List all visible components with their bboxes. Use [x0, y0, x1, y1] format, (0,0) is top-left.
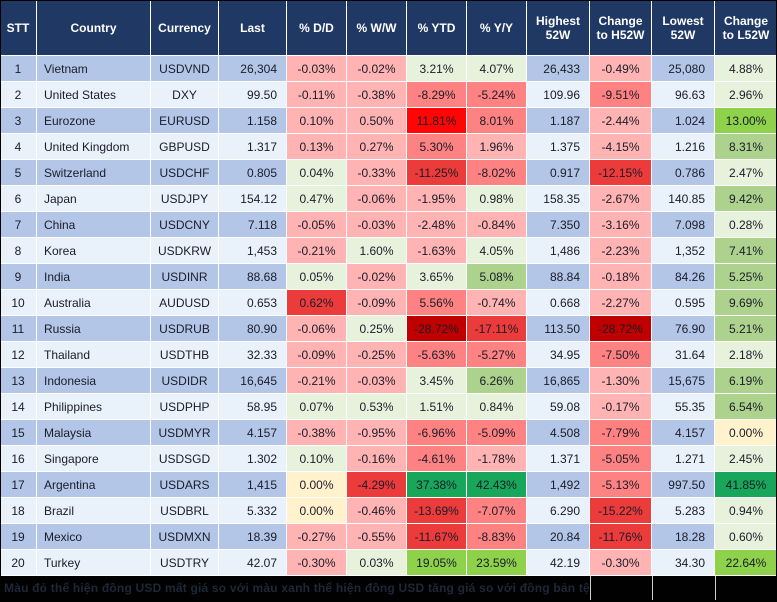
last-price: 1.158 [219, 108, 286, 133]
header-cell: Last [219, 0, 286, 55]
table-row [0, 82, 777, 107]
row-index: 15 [0, 420, 36, 445]
change-to-h52w: -9.51% [590, 82, 651, 107]
highest-52w: 6.290 [527, 498, 589, 523]
yy-change: 23.59% [467, 550, 526, 575]
yy-change: 4.07% [467, 56, 526, 81]
row-index: 5 [0, 160, 36, 185]
ytd-change: -1.95% [407, 186, 466, 211]
highest-52w: 88.84 [527, 264, 589, 289]
change-to-l52w: 2.18% [715, 342, 777, 367]
ytd-change: -6.96% [407, 420, 466, 445]
ww-change: -0.03% [347, 212, 406, 237]
ytd-change: -8.29% [407, 82, 466, 107]
row-index: 7 [0, 212, 36, 237]
lowest-52w: 96.63 [652, 82, 714, 107]
change-to-h52w: -2.23% [590, 238, 651, 263]
currency-pair: USDSGD [151, 446, 218, 471]
table-row [0, 420, 777, 445]
ww-change: -0.38% [347, 82, 406, 107]
highest-52w: 0.668 [527, 290, 589, 315]
ytd-change: -11.67% [407, 524, 466, 549]
header-cell: STT [0, 0, 36, 55]
row-index: 6 [0, 186, 36, 211]
ww-change: -0.06% [347, 186, 406, 211]
row-index: 10 [0, 290, 36, 315]
change-to-h52w: -0.30% [590, 550, 651, 575]
header-cell: % Y/Y [467, 0, 526, 55]
country-name: Switzerland [37, 160, 150, 185]
header-cell: Change to L52W [715, 0, 777, 55]
row-index: 14 [0, 394, 36, 419]
row-index: 17 [0, 472, 36, 497]
lowest-52w: 1.024 [652, 108, 714, 133]
table-row [0, 290, 777, 315]
country-name: Argentina [37, 472, 150, 497]
dd-change: 0.62% [287, 290, 346, 315]
yy-change: 1.96% [467, 134, 526, 159]
currency-pair: EURUSD [151, 108, 218, 133]
last-price: 32.33 [219, 342, 286, 367]
highest-52w: 16,865 [527, 368, 589, 393]
table-row [0, 134, 777, 159]
dd-change: 0.47% [287, 186, 346, 211]
country-name: Indonesia [37, 368, 150, 393]
yy-change: 42.43% [467, 472, 526, 497]
highest-52w: 1,486 [527, 238, 589, 263]
ww-change: 1.60% [347, 238, 406, 263]
lowest-52w: 5.283 [652, 498, 714, 523]
currency-pair: USDCNY [151, 212, 218, 237]
row-index: 9 [0, 264, 36, 289]
change-to-l52w: 0.00% [715, 420, 777, 445]
footer-grid-line [652, 576, 653, 600]
currency-pair: USDKRW [151, 238, 218, 263]
lowest-52w: 7.098 [652, 212, 714, 237]
currency-pair: USDTHB [151, 342, 218, 367]
row-index: 12 [0, 342, 36, 367]
currency-pair: USDTRY [151, 550, 218, 575]
currency-pair: USDMXN [151, 524, 218, 549]
yy-change: -0.84% [467, 212, 526, 237]
table-body [0, 56, 777, 575]
dd-change: 0.00% [287, 498, 346, 523]
ytd-change: 5.56% [407, 290, 466, 315]
yy-change: 6.26% [467, 368, 526, 393]
ytd-change: 11.81% [407, 108, 466, 133]
row-index: 1 [0, 56, 36, 81]
country-name: Japan [37, 186, 150, 211]
yy-change: -5.24% [467, 82, 526, 107]
table-header-row [0, 0, 777, 55]
dd-change: 0.10% [287, 446, 346, 471]
currency-pair: USDARS [151, 472, 218, 497]
change-to-l52w: 6.19% [715, 368, 777, 393]
lowest-52w: 0.595 [652, 290, 714, 315]
currency-pair: USDMYR [151, 420, 218, 445]
ww-change: -0.02% [347, 264, 406, 289]
ytd-change: 37.38% [407, 472, 466, 497]
lowest-52w: 0.786 [652, 160, 714, 185]
highest-52w: 1.371 [527, 446, 589, 471]
currency-pair: USDPHP [151, 394, 218, 419]
yy-change: -5.27% [467, 342, 526, 367]
ww-change: 0.53% [347, 394, 406, 419]
last-price: 99.50 [219, 82, 286, 107]
dd-change: 0.00% [287, 472, 346, 497]
ww-change: -0.16% [347, 446, 406, 471]
last-price: 80.90 [219, 316, 286, 341]
lowest-52w: 997.50 [652, 472, 714, 497]
ww-change: -0.03% [347, 368, 406, 393]
country-name: India [37, 264, 150, 289]
change-to-h52w: -15.22% [590, 498, 651, 523]
header-cell: Change to H52W [590, 0, 651, 55]
change-to-l52w: 0.28% [715, 212, 777, 237]
ytd-change: -4.61% [407, 446, 466, 471]
lowest-52w: 31.64 [652, 342, 714, 367]
change-to-l52w: 0.60% [715, 524, 777, 549]
currency-pair: DXY [151, 82, 218, 107]
dd-change: -0.21% [287, 368, 346, 393]
currency-pair: USDIDR [151, 368, 218, 393]
last-price: 1.302 [219, 446, 286, 471]
footer-grid-line [715, 576, 716, 600]
currency-pair: USDCHF [151, 160, 218, 185]
currency-pair: USDJPY [151, 186, 218, 211]
last-price: 0.653 [219, 290, 286, 315]
yy-change: -17.11% [467, 316, 526, 341]
dd-change: 0.04% [287, 160, 346, 185]
lowest-52w: 84.26 [652, 264, 714, 289]
country-name: Malaysia [37, 420, 150, 445]
lowest-52w: 76.90 [652, 316, 714, 341]
change-to-h52w: -2.44% [590, 108, 651, 133]
table-row [0, 394, 777, 419]
change-to-l52w: 4.88% [715, 56, 777, 81]
country-name: Philippines [37, 394, 150, 419]
change-to-l52w: 0.94% [715, 498, 777, 523]
table-row [0, 56, 777, 81]
table-row [0, 238, 777, 263]
change-to-h52w: -7.50% [590, 342, 651, 367]
currency-pair: USDVND [151, 56, 218, 81]
country-name: Russia [37, 316, 150, 341]
ww-change: -0.02% [347, 56, 406, 81]
last-price: 154.12 [219, 186, 286, 211]
lowest-52w: 55.35 [652, 394, 714, 419]
header-cell: Highest 52W [527, 0, 589, 55]
ww-change: 0.50% [347, 108, 406, 133]
highest-52w: 1.187 [527, 108, 589, 133]
change-to-h52w: -1.30% [590, 368, 651, 393]
ytd-change: 3.65% [407, 264, 466, 289]
last-price: 42.07 [219, 550, 286, 575]
row-index: 13 [0, 368, 36, 393]
ww-change: 0.27% [347, 134, 406, 159]
ytd-change: 19.05% [407, 550, 466, 575]
highest-52w: 59.08 [527, 394, 589, 419]
change-to-l52w: 13.00% [715, 108, 777, 133]
ytd-change: -1.63% [407, 238, 466, 263]
last-price: 58.95 [219, 394, 286, 419]
lowest-52w: 1,352 [652, 238, 714, 263]
dd-change: -0.06% [287, 316, 346, 341]
ww-change: 0.03% [347, 550, 406, 575]
table-row [0, 212, 777, 237]
dd-change: -0.09% [287, 342, 346, 367]
table-row [0, 368, 777, 393]
last-price: 5.332 [219, 498, 286, 523]
table-row [0, 472, 777, 497]
lowest-52w: 18.28 [652, 524, 714, 549]
row-index: 18 [0, 498, 36, 523]
ytd-change: -5.63% [407, 342, 466, 367]
dd-change: -0.05% [287, 212, 346, 237]
table-row [0, 316, 777, 341]
change-to-l52w: 41.85% [715, 472, 777, 497]
table-row [0, 524, 777, 549]
currency-pair: USDBRL [151, 498, 218, 523]
highest-52w: 158.35 [527, 186, 589, 211]
lowest-52w: 15,675 [652, 368, 714, 393]
change-to-h52w: -11.76% [590, 524, 651, 549]
ytd-change: -13.69% [407, 498, 466, 523]
country-name: Eurozone [37, 108, 150, 133]
ytd-change: 3.45% [407, 368, 466, 393]
change-to-l52w: 8.31% [715, 134, 777, 159]
header-cell: % D/D [287, 0, 346, 55]
change-to-h52w: -12.15% [590, 160, 651, 185]
header-cell: Lowest 52W [652, 0, 714, 55]
row-index: 16 [0, 446, 36, 471]
table-row [0, 264, 777, 289]
country-name: Singapore [37, 446, 150, 471]
last-price: 1,453 [219, 238, 286, 263]
last-price: 7.118 [219, 212, 286, 237]
last-price: 1.317 [219, 134, 286, 159]
yy-change: 0.84% [467, 394, 526, 419]
ww-change: -0.46% [347, 498, 406, 523]
ytd-change: -2.48% [407, 212, 466, 237]
highest-52w: 109.96 [527, 82, 589, 107]
header-cell: % W/W [347, 0, 406, 55]
change-to-l52w: 2.47% [715, 160, 777, 185]
highest-52w: 34.95 [527, 342, 589, 367]
highest-52w: 42.19 [527, 550, 589, 575]
table-row [0, 550, 777, 575]
change-to-h52w: -0.49% [590, 56, 651, 81]
change-to-l52w: 7.41% [715, 238, 777, 263]
country-name: Thailand [37, 342, 150, 367]
yy-change: 0.98% [467, 186, 526, 211]
yy-change: -7.07% [467, 498, 526, 523]
table-row [0, 108, 777, 133]
country-name: Korea [37, 238, 150, 263]
yy-change: -8.02% [467, 160, 526, 185]
lowest-52w: 1.271 [652, 446, 714, 471]
change-to-l52w: 9.69% [715, 290, 777, 315]
dd-change: 0.10% [287, 108, 346, 133]
lowest-52w: 25,080 [652, 56, 714, 81]
change-to-l52w: 5.25% [715, 264, 777, 289]
ytd-change: -11.25% [407, 160, 466, 185]
last-price: 4.157 [219, 420, 286, 445]
currency-pair: GBPUSD [151, 134, 218, 159]
highest-52w: 1,492 [527, 472, 589, 497]
row-index: 4 [0, 134, 36, 159]
dd-change: -0.30% [287, 550, 346, 575]
highest-52w: 4.508 [527, 420, 589, 445]
yy-change: 4.05% [467, 238, 526, 263]
dd-change: -0.27% [287, 524, 346, 549]
change-to-h52w: -2.27% [590, 290, 651, 315]
yy-change: 5.08% [467, 264, 526, 289]
dd-change: -0.38% [287, 420, 346, 445]
last-price: 0.805 [219, 160, 286, 185]
change-to-h52w: -2.67% [590, 186, 651, 211]
yy-change: -1.78% [467, 446, 526, 471]
dd-change: 0.05% [287, 264, 346, 289]
row-index: 11 [0, 316, 36, 341]
highest-52w: 26,433 [527, 56, 589, 81]
change-to-l52w: 5.21% [715, 316, 777, 341]
ww-change: -0.25% [347, 342, 406, 367]
highest-52w: 0.917 [527, 160, 589, 185]
ww-change: -0.09% [347, 290, 406, 315]
dd-change: -0.03% [287, 56, 346, 81]
legend-note: Màu đỏ thể hiện đồng USD mất giá so với màu xanh thể hiện đồng USD tăng giá so với đồng bản tệ [4, 581, 590, 595]
country-name: Australia [37, 290, 150, 315]
yy-change: -5.09% [467, 420, 526, 445]
change-to-h52w: -0.18% [590, 264, 651, 289]
row-index: 19 [0, 524, 36, 549]
row-index: 3 [0, 108, 36, 133]
change-to-h52w: -28.72% [590, 316, 651, 341]
lowest-52w: 4.157 [652, 420, 714, 445]
last-price: 16,645 [219, 368, 286, 393]
lowest-52w: 140.85 [652, 186, 714, 211]
country-name: Brazil [37, 498, 150, 523]
table-row [0, 160, 777, 185]
table-row [0, 446, 777, 471]
highest-52w: 20.84 [527, 524, 589, 549]
yy-change: 8.01% [467, 108, 526, 133]
highest-52w: 113.50 [527, 316, 589, 341]
table-row [0, 186, 777, 211]
dd-change: 0.07% [287, 394, 346, 419]
row-index: 8 [0, 238, 36, 263]
ytd-change: 5.30% [407, 134, 466, 159]
row-index: 20 [0, 550, 36, 575]
currency-pair: USDINR [151, 264, 218, 289]
dd-change: -0.21% [287, 238, 346, 263]
change-to-l52w: 9.42% [715, 186, 777, 211]
table-row [0, 498, 777, 523]
lowest-52w: 1.216 [652, 134, 714, 159]
highest-52w: 7.350 [527, 212, 589, 237]
header-cell: Currency [151, 0, 218, 55]
country-name: Vietnam [37, 56, 150, 81]
dd-change: -0.11% [287, 82, 346, 107]
change-to-l52w: 2.45% [715, 446, 777, 471]
header-cell: Country [37, 0, 150, 55]
header-cell: % YTD [407, 0, 466, 55]
ww-change: 0.25% [347, 316, 406, 341]
ww-change: -0.55% [347, 524, 406, 549]
country-name: Mexico [37, 524, 150, 549]
footer-bar [0, 576, 777, 602]
country-name: United States [37, 82, 150, 107]
yy-change: -8.83% [467, 524, 526, 549]
last-price: 26,304 [219, 56, 286, 81]
change-to-h52w: -7.79% [590, 420, 651, 445]
footer-grid-line [590, 576, 591, 600]
change-to-l52w: 22.64% [715, 550, 777, 575]
ytd-change: 1.51% [407, 394, 466, 419]
ww-change: -4.29% [347, 472, 406, 497]
country-name: Turkey [37, 550, 150, 575]
currency-pair: USDRUB [151, 316, 218, 341]
ytd-change: -28.72% [407, 316, 466, 341]
yy-change: -0.74% [467, 290, 526, 315]
change-to-h52w: -4.15% [590, 134, 651, 159]
currency-pair: AUDUSD [151, 290, 218, 315]
ytd-change: 3.21% [407, 56, 466, 81]
row-index: 2 [0, 82, 36, 107]
change-to-h52w: -5.05% [590, 446, 651, 471]
last-price: 18.39 [219, 524, 286, 549]
last-price: 1,415 [219, 472, 286, 497]
change-to-h52w: -3.16% [590, 212, 651, 237]
highest-52w: 1.375 [527, 134, 589, 159]
country-name: United Kingdom [37, 134, 150, 159]
lowest-52w: 34.30 [652, 550, 714, 575]
change-to-l52w: 2.96% [715, 82, 777, 107]
change-to-h52w: -5.13% [590, 472, 651, 497]
last-price: 88.68 [219, 264, 286, 289]
dd-change: 0.13% [287, 134, 346, 159]
table-row [0, 342, 777, 367]
change-to-h52w: -0.17% [590, 394, 651, 419]
country-name: China [37, 212, 150, 237]
ww-change: -0.33% [347, 160, 406, 185]
ww-change: -0.95% [347, 420, 406, 445]
change-to-l52w: 6.54% [715, 394, 777, 419]
